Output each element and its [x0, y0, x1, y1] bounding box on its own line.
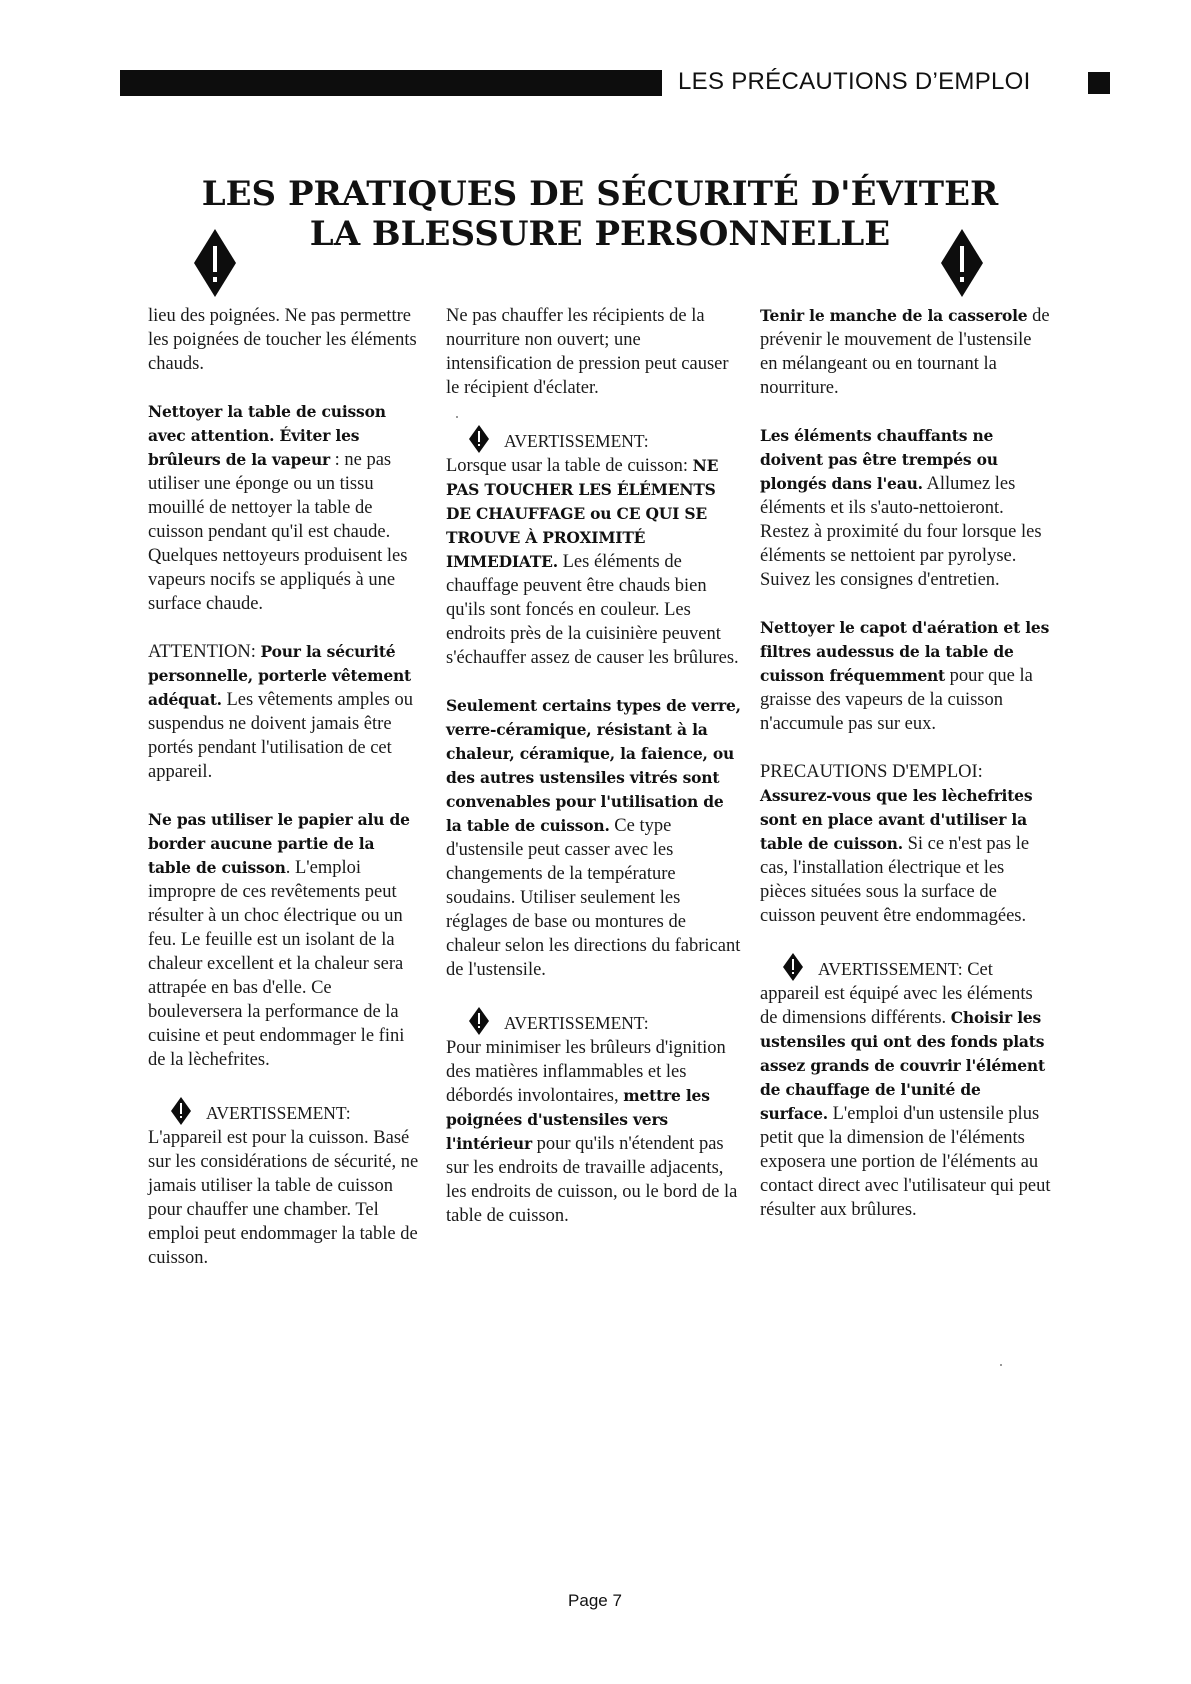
paragraph	[760, 616, 1052, 736]
scan-speck	[1000, 1364, 1002, 1366]
bold-text: Ne pas utiliser le papier alu de border aucune partie de la table de cuisson	[148, 810, 410, 877]
page-title	[140, 174, 1060, 254]
column-3	[760, 304, 1052, 1246]
page-number: Page 7	[568, 1591, 622, 1610]
paragraph	[760, 424, 1052, 592]
warning-block	[446, 1006, 742, 1228]
body-text: pour qu'ils n'étendent pas sur les endroits de travaille adjacents, les endroits de cuisson, ou le bord de la table de cuisson.	[446, 1134, 738, 1226]
paragraph	[446, 694, 742, 982]
paragraph	[148, 808, 420, 1072]
header-rule	[120, 70, 662, 96]
column-2	[446, 304, 742, 1252]
body-text: Si ce n'est pas le cas, l'installation électrique et les pièces situées sous la surface de cuisson peuvent être endommagées.	[760, 834, 1030, 926]
warning-diamond-icon	[940, 228, 984, 298]
label-text: ATTENTION:	[148, 642, 256, 662]
paragraph	[760, 304, 1052, 400]
body-text: pour que la graisse des vapeurs de la cuisson n'accumule pas sur eux.	[760, 666, 1033, 734]
warning-diamond-icon	[170, 1096, 192, 1126]
bold-text: mettre les poignées d'ustensiles vers l'intérieur	[446, 1086, 710, 1153]
warning-heading	[446, 1006, 742, 1036]
bold-text: Les éléments chauffants ne doivent pas être trempés ou plongés dans l'eau.	[760, 426, 998, 493]
bold-text: Nettoyer le capot d'aération et les filtres audessus de la table de cuisson fréquemment	[760, 618, 1050, 685]
body-text: lieu des poignées. Ne pas permettre les poignées de toucher les éléments chauds.	[148, 306, 417, 374]
warning-block	[760, 952, 1052, 1222]
warning-block	[446, 424, 742, 670]
warning-heading	[148, 1096, 420, 1126]
column-1	[148, 304, 420, 1294]
warning-diamond-icon	[468, 424, 490, 454]
page-title-line-2: LA BLESSURE PERSONNELLE	[309, 214, 891, 254]
body-text: . L'emploi impropre de ces revêtements peut résulter à un choc électrique ou un feu. Le feuille est un isolant de la chaleur excellent et la chaleur sera attrapée en bas d'elle. Ce bouleversera la performance de la cuisine et peut endommager le fini de la lèchefrites.	[148, 858, 405, 1070]
paragraph	[148, 640, 420, 784]
bold-text: NE PAS TOUCHER LES ÉLÉMENTS DE CHAUFFAGE ou CE QUI SE TROUVE À PROXIMITÉ IMMEDIATE.	[446, 456, 719, 571]
paragraph	[148, 304, 420, 376]
body-text: L'appareil est pour la cuisson. Basé sur les considérations de sécurité, ne jamais utiliser la table de cuisson pour chauffer une chamber. Tel emploi peut endommager la table de cuisson.	[148, 1128, 419, 1268]
body-text: Ce type d'ustensile peut casser avec les changements de la température soudains. Utiliser seulement les réglages de base ou montures de chaleur selon les directions du fabricant de l'ustensile.	[446, 816, 741, 980]
body-text: Les éléments de chauffage peuvent être chauds bien qu'ils sont foncés en couleur. Les endroits près de la cuisinière peuvent s'échauffer assez de causer les brûlures.	[446, 552, 739, 668]
body-text: Allumez les éléments et ils s'auto-nettoieront. Restez à proximité du four lorsque les éléments se nettoient par pyrolyse. Suivez les consignes d'entretien.	[760, 474, 1042, 590]
warning-diamond-icon	[782, 952, 804, 982]
bold-text: Seulement certains types de verre, verre-céramique, résistant à la chaleur, céramique, la faience, ou des autres ustensiles vitrés sont convenables pour l'utilisation de la table de cuisson.	[446, 696, 741, 835]
warning-heading	[760, 960, 967, 980]
bold-text: Choisir les ustensiles qui ont des fonds plats assez grands de couvrir l'élément de chauffage de l'unité de surface.	[760, 1008, 1045, 1123]
body-text: de prévenir le mouvement de l'ustensile en mélangeant ou en tournant la nourriture.	[760, 306, 1050, 398]
body-text: Les vêtements amples ou suspendus ne doivent jamais être portés pendant l'utilisation de cet appareil.	[148, 690, 413, 782]
body-text: L'emploi d'un ustensile plus petit que la dimension de l'éléments exposera une portion de l'éléments au contact direct avec l'utilisateur qui peut résulter aux brûlures.	[760, 1104, 1051, 1220]
warning-heading	[446, 424, 742, 454]
paragraph	[148, 400, 420, 616]
page-title-line-1: LES PRATIQUES DE SÉCURITÉ D'ÉVITER	[201, 174, 999, 214]
body-text: Ne pas chauffer les récipients de la nourriture non ouvert; une intensification de pression peut causer le récipient d'éclater.	[446, 306, 729, 398]
body-text: : ne pas utiliser une éponge ou un tissu mouillé de nettoyer la table de cuisson pendant qu'il est chaude. Quelques nettoyeurs produisent les vapeurs nocifs se appliqués à une surface chaude.	[148, 450, 408, 614]
bold-text: Pour la sécurité personnelle, porterle vêtement adéquat.	[148, 642, 412, 709]
body-text: Lorsque usar la table de cuisson:	[446, 456, 688, 476]
label-text: PRECAUTIONS D'EMPLOI:	[760, 762, 983, 782]
bold-text: Nettoyer la table de cuisson avec attention. Éviter les brûleurs de la vapeur	[148, 402, 386, 469]
warning-label: AVERTISSEMENT:	[206, 1103, 351, 1123]
warning-label: AVERTISSEMENT:	[818, 959, 963, 979]
warning-diamond-icon	[468, 1006, 490, 1036]
header-bullet	[1088, 72, 1110, 94]
bold-text: Tenir le manche de la casserole	[760, 306, 1028, 325]
body-text: Pour minimiser les brûleurs d'ignition des matières inflammables et les débordés involontaires,	[446, 1038, 726, 1106]
scan-speck	[456, 416, 458, 418]
paragraph	[446, 304, 742, 400]
body-text: Cet appareil est équipé avec les éléments de dimensions différents.	[760, 960, 1033, 1028]
paragraph	[760, 760, 1052, 928]
bold-text: Assurez-vous que les lèchefrites sont en place avant d'utiliser la table de cuisson.	[760, 786, 1033, 853]
warning-diamond-icon	[193, 228, 237, 298]
section-label: LES PRÉCAUTIONS D’EMPLOI	[678, 68, 1031, 95]
warning-label: AVERTISSEMENT:	[504, 431, 649, 451]
warning-block	[148, 1096, 420, 1270]
warning-label: AVERTISSEMENT:	[504, 1013, 649, 1033]
